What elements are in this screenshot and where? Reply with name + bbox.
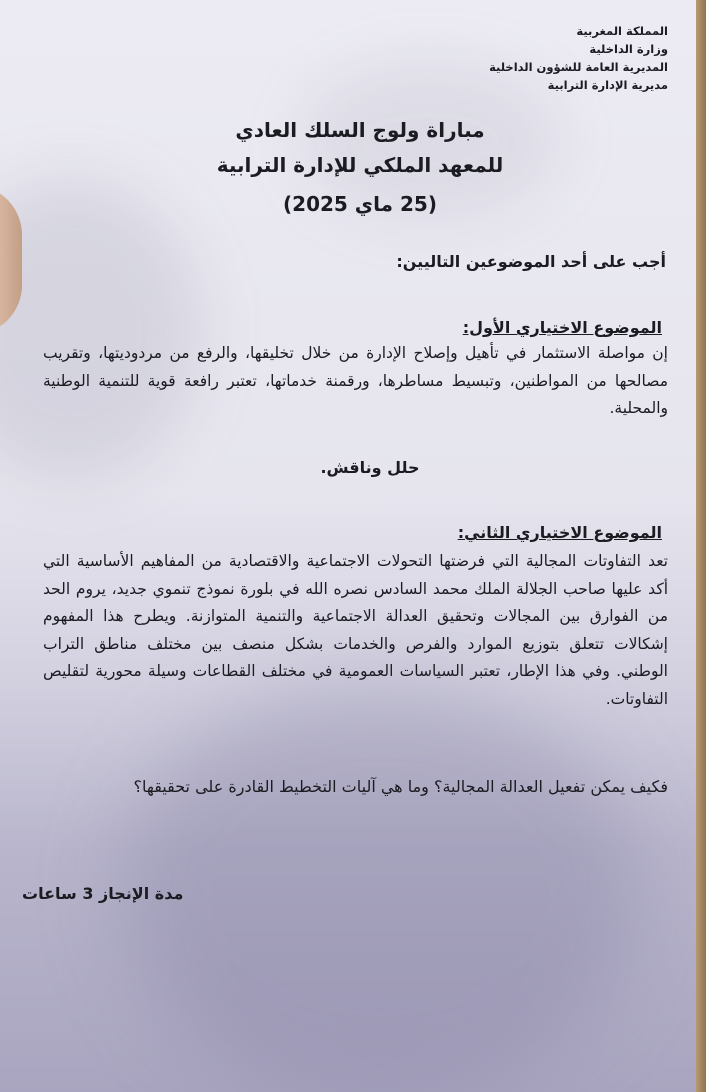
instruction-text: أجب على أحد الموضوعين التاليين: [396,252,666,271]
exam-institute: للمعهد الملكي للإدارة الترابية [216,153,504,177]
ministry-header [468,22,668,94]
header-kingdom: المملكة المغربية [576,24,668,38]
header-directorate-general: المديرية العامة للشؤون الداخلية [489,60,668,74]
topic2-text: تعد التفاوتات المجالية التي فرضتها التحولات الاجتماعية والاقتصادية من المفاهيم الأساسية التي أكد عليها صاحب الجلالة الملك محمد السادس نصره الله في بلورة نموذج تنموي جديد، يروم الحد من الفوارق بين المجالات وتحقيق العدالة الاجتماعية والتنمية المتوازنة. ويطرح هذا المفهوم إشكالات تتعلق بتوزيع الموارد والفرص والخدمات بشكل منصف بين مختلف مناطق التراب الوطني. وفي هذا الإطار، تعتبر السياسات العمومية في مختلف القطاعات وسيلة محورية لتقليص التفاوتات. [43,552,668,708]
shadow-overlay [120,680,640,1092]
topic1-command: حلل وناقش. [320,458,420,477]
wood-surface-edge [696,0,706,1092]
shadow-overlay [0,180,200,480]
exam-duration: مدة الإنجاز 3 ساعات [22,884,184,903]
exam-title: مباراة ولوج السلك العادي [235,118,485,142]
header-directorate: مديرية الإدارة الترابية [547,78,668,92]
topic2-heading: الموضوع الاختياري الثاني: [457,523,662,542]
topic1-heading: الموضوع الاختياري الأول: [462,318,662,337]
header-ministry: وزارة الداخلية [589,42,668,56]
topic2-question: فكيف يمكن تفعيل العدالة المجالية؟ وما هي آليات التخطيط القادرة على تحقيقها؟ [133,777,668,796]
exam-date: (25 ماي 2025) [283,192,437,216]
topic1-text: إن مواصلة الاستثمار في تأهيل وإصلاح الإدارة من خلال تخليقها، والرفع من مردوديتها، وتقريب مصالحها من المواطنين، وتبسيط مساطرها، ورقمنة خدماتها، تعتبر رافعة قوية للتنمية الوطنية والمحلية. [43,344,668,417]
